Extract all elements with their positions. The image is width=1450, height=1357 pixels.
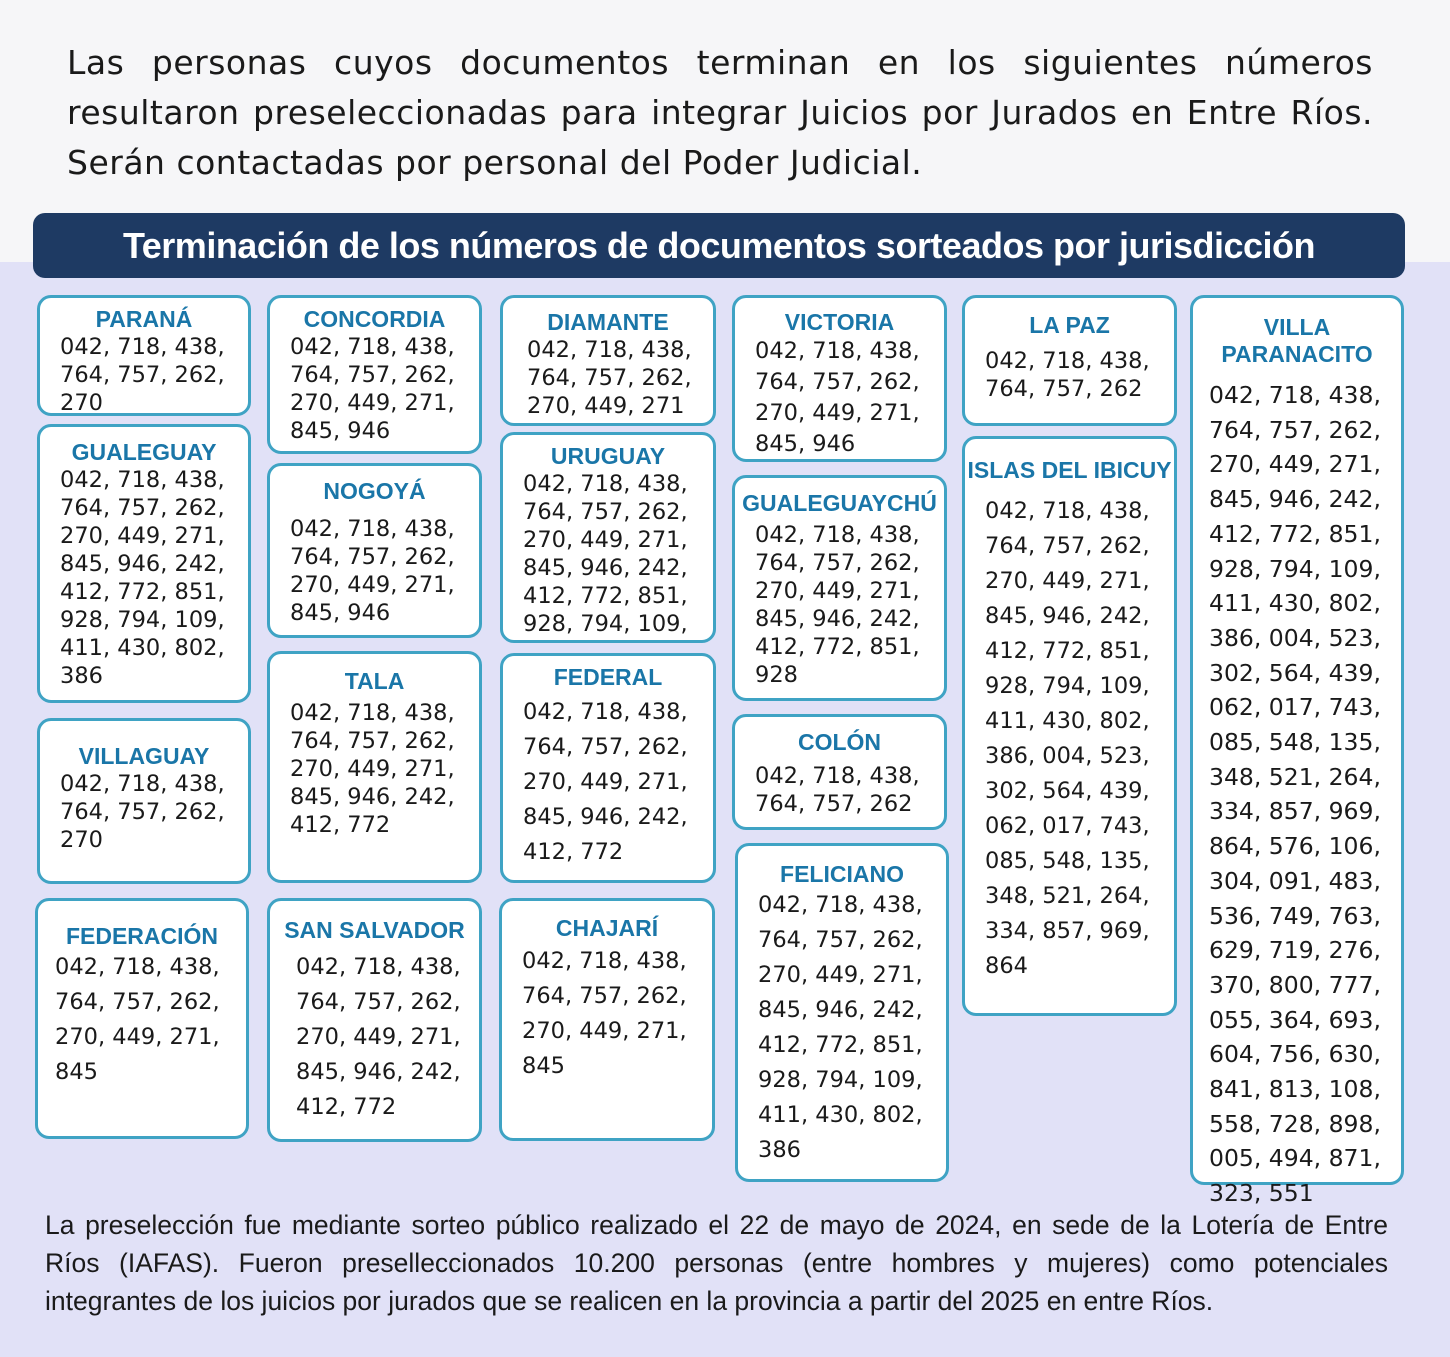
footer-text: La preselección fue mediante sorteo público realizado el 22 de mayo de 2024, en sede de la Lotería de Entre Ríos (IAFAS). Fueron preselleccionados 10.200 personas (entre hombres y mujeres) como potenciales integrantes de los juicios por jurados que se realicen en la provincia a partir del 2025 en entre Ríos. [45, 1210, 1388, 1316]
card-title: COLÓN [797, 729, 882, 755]
card-san-salvador [267, 898, 482, 1142]
card-la-paz [962, 295, 1177, 426]
card-numbers: 042, 718, 438, 764, 757, 262, 270, 449, 271, 845, 946, 242, 412, 772, 851, 928, 794, 109, 411, 430, 802, 386, 004, 523, 302, 564, 439, 062, 017, 743, 085, 548, 135, 348, 521, 264, 334, 857, 969, 864, 576, 106, 304, 091, 483, 536, 749, 763, 629, 719, 276, 370, 800, 777, 055, 364, 693, 604, 756, 630, 841, 813, 108, 558, 728, 898, 005, 494, 871, 323, 551 [1209, 381, 1381, 1208]
card-islas-del-ibicuy [962, 436, 1177, 1016]
card-villaguay [37, 718, 251, 884]
card-colon [732, 714, 947, 830]
card-title: FEDERAL [553, 664, 663, 690]
card-title: VILLA PARANACITO [1221, 314, 1373, 367]
card-title: VILLAGUAY [78, 743, 210, 769]
card-numbers: 042, 718, 438, 764, 757, 262, 270, 449, 271, 845, 946, 242, 412, 772 [290, 700, 455, 838]
card-title: FEDERACIÓN [65, 923, 219, 949]
card-numbers: 042, 718, 438, 764, 757, 262, 270, 449, 271, 845, 946 [755, 338, 920, 457]
card-numbers: 042, 718, 438, 764, 757, 262, 270, 449, 271, 845, 946 [290, 516, 455, 626]
card-title: GUALEGUAYCHÚ [742, 490, 937, 516]
card-numbers: 042, 718, 438, 764, 757, 262, 270, 449, 271, 845 [55, 954, 220, 1085]
section-banner [33, 213, 1405, 278]
card-numbers: 042, 718, 438, 764, 757, 262, 270, 449, 271, 845, 946, 242, 412, 772 [296, 954, 461, 1120]
card-numbers: 042, 718, 438, 764, 757, 262 [985, 348, 1150, 402]
card-federal [500, 653, 716, 883]
card-feliciano [735, 843, 949, 1182]
card-title: VICTORIA [784, 309, 895, 335]
card-title: FELICIANO [780, 861, 904, 887]
card-title: NOGOYÁ [323, 478, 426, 504]
card-title: LA PAZ [1029, 312, 1110, 338]
card-title: CHAJARÍ [555, 915, 659, 941]
card-tala [267, 651, 482, 883]
card-villa-paranacito [1190, 295, 1404, 1208]
card-title: CONCORDIA [303, 306, 446, 332]
card-title: TALA [344, 668, 405, 694]
card-title: DIAMANTE [547, 309, 669, 335]
card-nogoya [267, 463, 482, 638]
card-uruguay [500, 432, 716, 643]
card-numbers: 042, 718, 438, 764, 757, 262, 270, 449, 271, 845 [522, 948, 687, 1079]
card-numbers: 042, 718, 438, 764, 757, 262, 270 [60, 334, 225, 416]
card-numbers: 042, 718, 438, 764, 757, 262, 270, 449, 271, 845, 946, 242, 412, 772, 851, 928, 794, 109, [523, 471, 688, 637]
card-numbers: 042, 718, 438, 764, 757, 262, 270, 449, 271 [527, 337, 692, 419]
card-title: SAN SALVADOR [284, 917, 465, 943]
card-title: GUALEGUAY [71, 439, 217, 465]
card-chajari [499, 898, 715, 1141]
card-diamante [500, 295, 716, 426]
card-gualeguaychu [732, 475, 947, 701]
card-numbers: 042, 718, 438, 764, 757, 262, 270 [60, 771, 225, 853]
banner-title: Terminación de los números de documentos sorteados por jurisdicción [122, 224, 1316, 266]
card-gualeguay [37, 424, 251, 703]
card-numbers: 042, 718, 438, 764, 757, 262, 270, 449, 271, 845, 946, 242, 412, 772, 851, 928, 794, 109, 411, 430, 802, 386 [758, 892, 923, 1163]
card-concordia [267, 295, 482, 454]
card-numbers: 042, 718, 438, 764, 757, 262, 270, 449, 271, 845, 946, 242, 412, 772, 851, 928 [755, 522, 920, 688]
card-numbers: 042, 718, 438, 764, 757, 262, 270, 449, 271, 845, 946, 242, 412, 772, 851, 928, 794, 109, 411, 430, 802, 386, 004, 523, 302, 564, 439, 062, 017, 743, 085, 548, 135, 348, 521, 264, 334, 857, 969, 864 [985, 498, 1150, 979]
card-title: URUGUAY [550, 443, 666, 469]
card-numbers: 042, 718, 438, 764, 757, 262, 270, 449, 271, 845, 946 [290, 334, 455, 444]
card-victoria [732, 295, 947, 462]
card-title: PARANÁ [95, 306, 193, 332]
intro-text: Las personas cuyos documentos terminan en los siguientes números resultaron preseleccionadas para integrar Juicios por Jurados en Entre Ríos. Serán contactadas por personal del Poder Judicial. [67, 43, 1373, 182]
card-parana [37, 295, 251, 416]
card-federacion [35, 898, 249, 1139]
card-title: ISLAS DEL IBICUY [967, 457, 1172, 483]
card-numbers: 042, 718, 438, 764, 757, 262, 270, 449, 271, 845, 946, 242, 412, 772, 851, 928, 794, 109, 411, 430, 802, 386 [60, 467, 225, 689]
card-numbers: 042, 718, 438, 764, 757, 262 [755, 763, 920, 817]
card-numbers: 042, 718, 438, 764, 757, 262, 270, 449, 271, 845, 946, 242, 412, 772 [523, 699, 688, 865]
